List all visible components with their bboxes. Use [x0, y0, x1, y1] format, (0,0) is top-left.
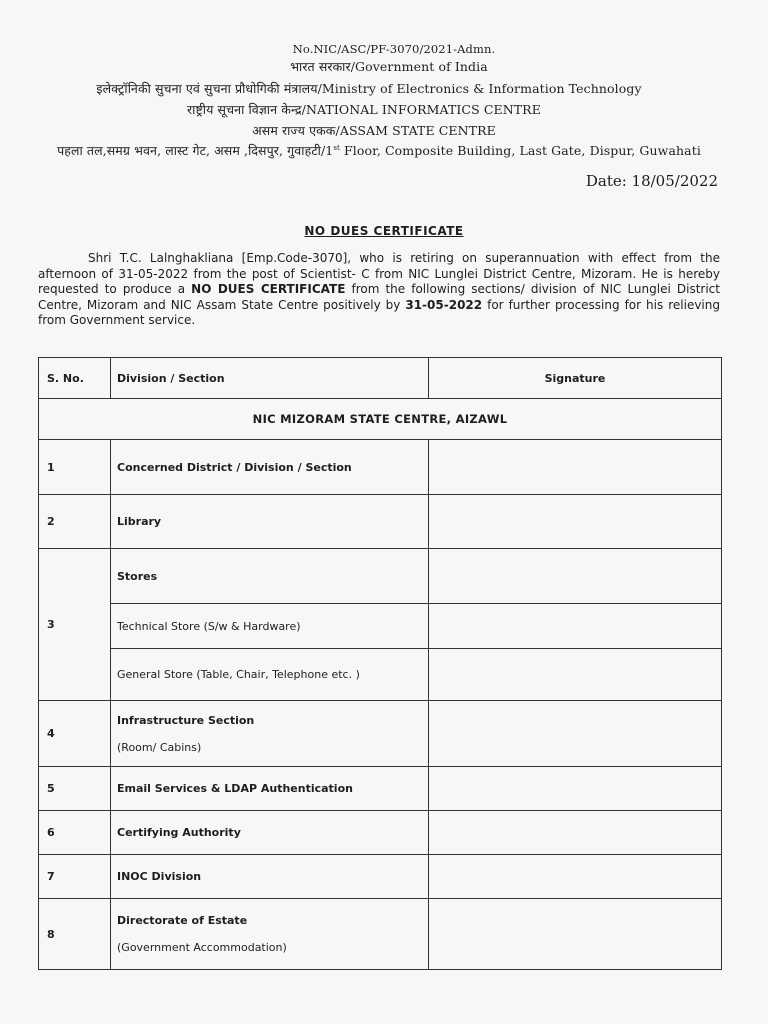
row-note: (Government Accommodation)	[117, 941, 287, 954]
signature-cell	[429, 811, 722, 855]
table-row	[39, 440, 722, 495]
centre-line: राष्ट्रीय सूचना विज्ञान केन्द्र/NATIONAL INFORMATICS CENTRE	[187, 102, 541, 117]
address-suffix: Floor, Composite Building, Last Gate, Dispur, Guwahati	[339, 143, 701, 158]
header-signature: Signature	[429, 358, 722, 399]
table-row	[39, 549, 722, 604]
row-label: Directorate of Estate	[117, 914, 248, 927]
address-superscript: st	[333, 143, 340, 152]
row-label: Infrastructure Section	[117, 713, 255, 727]
row-note: (Room/ Cabins)	[117, 740, 202, 754]
document-title: NO DUES CERTIFICATE	[304, 224, 464, 238]
signature-cell	[429, 701, 722, 767]
row-label: Stores	[111, 549, 429, 604]
body-part-3: for further processing for his relieving from Government service.	[38, 297, 720, 327]
body-part-1: Shri T.C. Lalnghakliana [Emp.Code-3070], who is retiring on superannuation with effect from the afternoon of 31-05-2022 from the post of Scientist- C from NIC Lunglei District Centre, Mizoram. He is hereby requested to produce a	[38, 251, 720, 296]
header-division: Division / Section	[111, 358, 429, 399]
row-sublabel: Technical Store (S/w & Hardware)	[111, 604, 429, 649]
signature-cell	[429, 604, 722, 649]
table-row	[39, 899, 722, 970]
row-label: Certifying Authority	[111, 811, 429, 855]
body-bold-certificate: NO DUES CERTIFICATE	[191, 282, 346, 296]
signature-cell	[429, 495, 722, 549]
government-line: भारत सरकार/Government of India	[290, 59, 488, 74]
signature-cell	[429, 649, 722, 701]
signature-cell	[429, 899, 722, 970]
body-bold-date: 31-05-2022	[405, 297, 483, 312]
table-row	[39, 811, 722, 855]
row-sno: 3	[39, 549, 111, 701]
row-label-cell	[111, 701, 429, 767]
table-row	[39, 701, 722, 767]
table-row	[39, 767, 722, 811]
table-subrow	[39, 649, 722, 701]
row-label-cell	[111, 899, 429, 970]
row-sno: 2	[39, 495, 111, 549]
row-label: Library	[111, 495, 429, 549]
row-sno: 4	[39, 701, 111, 767]
row-sno: 7	[39, 855, 111, 899]
address-prefix: पहला तल,समग्र भवन, लास्ट गेट, असम ,दिसपुर, गुवाहटी/1	[57, 143, 334, 158]
table-subrow	[39, 604, 722, 649]
section-row	[39, 399, 722, 440]
table-row	[39, 855, 722, 899]
body-part-2: from the following sections/ division of NIC Lunglei District Centre, Mizoram and NIC Assam State Centre positively by	[38, 282, 720, 312]
document-date: Date: 18/05/2022	[585, 172, 718, 190]
row-sno: 1	[39, 440, 111, 495]
state-centre-line: असम राज्य एकक/ASSAM STATE CENTRE	[252, 123, 496, 138]
row-sno: 5	[39, 767, 111, 811]
signature-cell	[429, 855, 722, 899]
row-label: INOC Division	[111, 855, 429, 899]
dues-table	[38, 357, 722, 970]
section-title: NIC MIZORAM STATE CENTRE, AIZAWL	[39, 399, 722, 440]
row-sno: 6	[39, 811, 111, 855]
row-sublabel: General Store (Table, Chair, Telephone etc. )	[111, 649, 429, 701]
signature-cell	[429, 440, 722, 495]
ministry-line: इलेक्ट्रॉनिकी सुचना एवं सुचना प्रौधोगिकी मंत्रालय/Ministry of Electronics & Information Technology	[96, 81, 642, 96]
table-row	[39, 495, 722, 549]
signature-cell	[429, 549, 722, 604]
row-label: Concerned District / Division / Section	[111, 440, 429, 495]
body-paragraph	[38, 251, 720, 329]
signature-cell	[429, 767, 722, 811]
reference-number: No.NIC/ASC/PF-3070/2021-Admn.	[292, 42, 496, 56]
header-sno: S. No.	[39, 358, 111, 399]
table-header-row	[39, 358, 722, 399]
address-line	[0, 142, 763, 159]
row-label: Email Services & LDAP Authentication	[111, 767, 429, 811]
row-sno: 8	[39, 899, 111, 970]
